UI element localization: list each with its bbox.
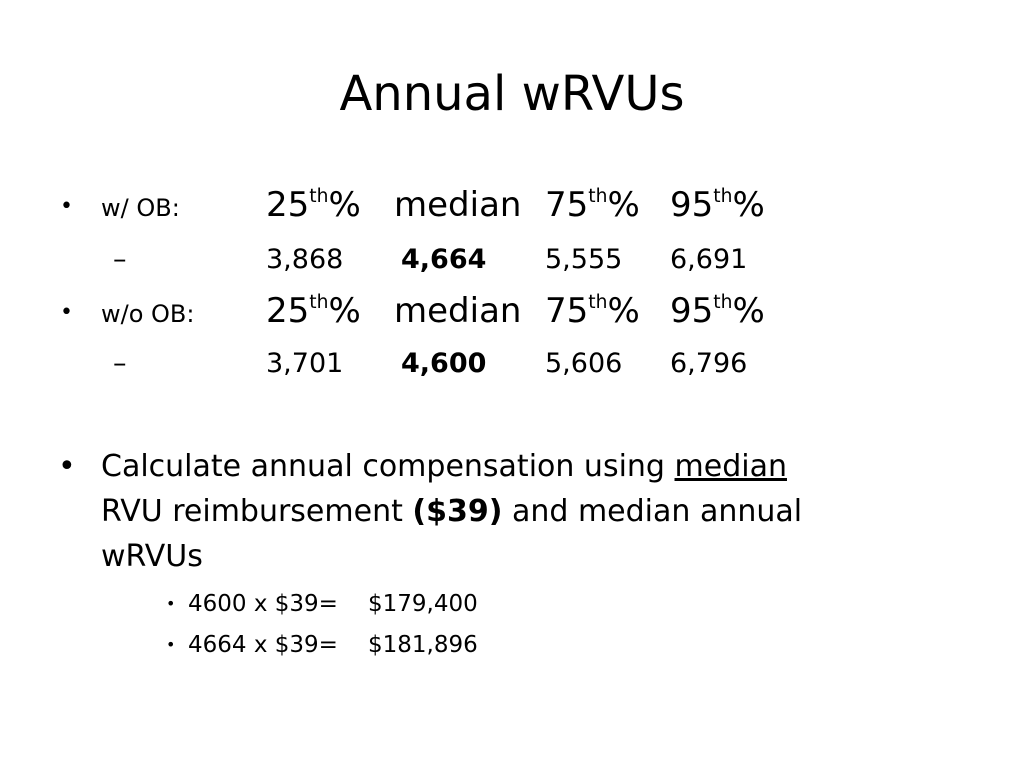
header-75th-percentile [545, 291, 640, 331]
example-result-2: $181,896 [368, 632, 478, 658]
header-95-number: 95 [670, 185, 714, 225]
value-with-ob-median: 4,664 [401, 244, 487, 275]
header-75-number: 75 [545, 185, 589, 225]
header-25th-percentile [266, 291, 361, 331]
calc-line-1 [101, 449, 787, 484]
header-25-number: 25 [266, 185, 310, 225]
header-percent: % [328, 291, 361, 331]
bullet-dot: • [58, 449, 76, 484]
slide-title: Annual wRVUs [339, 66, 685, 122]
calc-text-bold: ($39) [412, 494, 503, 529]
value-with-ob-95th: 6,691 [670, 244, 748, 275]
value-without-ob-95th: 6,796 [670, 348, 748, 379]
header-th-suffix: th [309, 291, 329, 313]
header-percent: % [328, 185, 361, 225]
bullet-dot: • [166, 594, 176, 613]
calc-text-underlined: median [674, 449, 787, 484]
calc-text-part3: and median annual [502, 494, 803, 529]
bullet-dot: • [60, 300, 73, 325]
sub-bullet-dash: – [113, 244, 127, 275]
value-without-ob-75th: 5,606 [545, 348, 623, 379]
header-th-suffix: th [309, 185, 329, 207]
group-label-with-ob: w/ OB: [101, 194, 180, 222]
example-result-1: $179,400 [368, 591, 478, 617]
header-75-number: 75 [545, 291, 589, 331]
value-with-ob-25th: 3,868 [266, 244, 344, 275]
sub-bullet-dash: – [113, 348, 127, 379]
bullet-dot: • [60, 194, 73, 219]
header-median: median [394, 291, 522, 331]
example-expression-1: 4600 x $39= [188, 591, 338, 617]
header-percent: % [607, 291, 640, 331]
header-75th-percentile [545, 185, 640, 225]
header-median: median [394, 185, 522, 225]
header-25th-percentile [266, 185, 361, 225]
header-95-number: 95 [670, 291, 714, 331]
header-percent: % [732, 291, 765, 331]
value-with-ob-75th: 5,555 [545, 244, 623, 275]
header-95th-percentile [670, 291, 765, 331]
header-th-suffix: th [713, 185, 733, 207]
header-25-number: 25 [266, 291, 310, 331]
value-without-ob-25th: 3,701 [266, 348, 344, 379]
calc-text-part2: RVU reimbursement [101, 494, 413, 529]
group-label-without-ob: w/o OB: [101, 300, 195, 328]
calc-line-2 [101, 494, 803, 529]
example-expression-2: 4664 x $39= [188, 632, 338, 658]
header-percent: % [607, 185, 640, 225]
header-th-suffix: th [713, 291, 733, 313]
header-th-suffix: th [588, 185, 608, 207]
value-without-ob-median: 4,600 [401, 348, 487, 379]
calc-line-3: wRVUs [101, 539, 203, 574]
header-percent: % [732, 185, 765, 225]
bullet-dot: • [166, 635, 176, 654]
header-95th-percentile [670, 185, 765, 225]
header-th-suffix: th [588, 291, 608, 313]
calc-text-part1: Calculate annual compensation using [101, 449, 675, 484]
